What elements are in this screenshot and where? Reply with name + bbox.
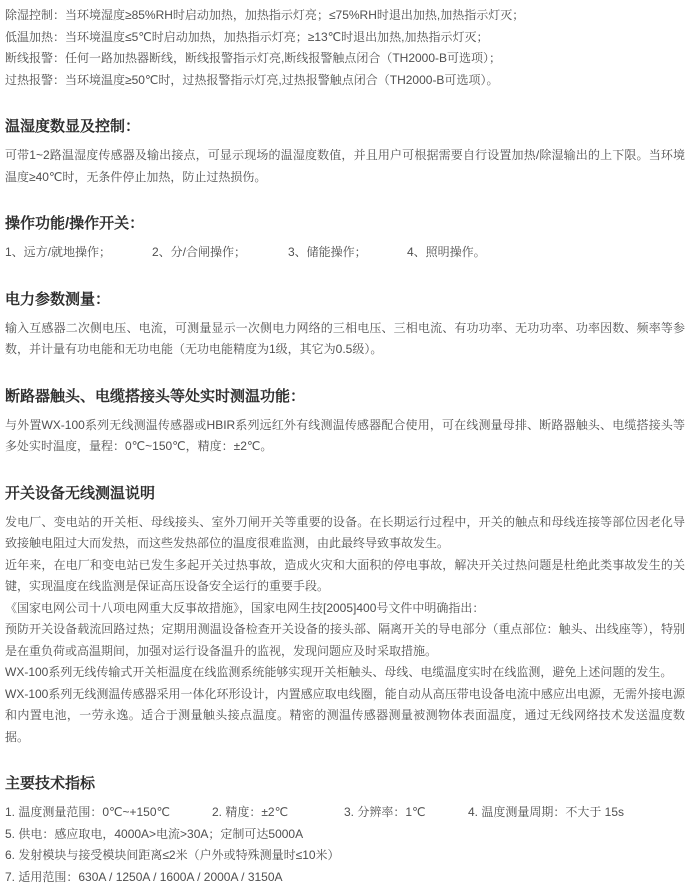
spec-item: 4. 温度测量周期：不大于 15s	[468, 805, 625, 819]
section-technical-specs	[5, 774, 685, 888]
section-heading: 电力参数测量：	[5, 290, 111, 308]
section-paragraph: 近年来，在电厂和变电站已发生多起开关过热事故，造成火灾和大面积的停电事故，解决开关过热问题是杜绝此类事故发生的关键，实现温度在线监测是保证高压设备安全运行的重要手段。	[5, 557, 685, 593]
section-paragraph: 《国家电网公司十八项电网重大反事故措施》，国家电网生技[2005]400号文件中明确指出：	[5, 600, 485, 615]
section-heading: 温湿度数显及控制：	[5, 118, 141, 135]
operation-items-row	[5, 242, 685, 264]
spec-item: 3. 分辨率：1℃	[344, 805, 426, 819]
feature-line-low-temp-heating: 低温加热：当环境温度≤5℃时启动加热，加热指示灯亮；≥13℃时退出加热,加热指示灯灭；	[5, 29, 489, 44]
spec-line: 6. 发射模块与接受模块间距离≤2米（户外或特殊测量时≤10米）	[5, 848, 340, 862]
section-paragraph: 发电厂、变电站的开关柜、母线接头、室外刀闸开关等重要的设备。在长期运行过程中，开关的触点和母线连接等部位因老化导致接触电阻过大而发热，而这些发热部位的温度很难监测，由此最终导致事故发生。	[5, 514, 685, 550]
section-paragraph: 预防开关设备载流回路过热；定期用测温设备检查开关设备的接头部、隔离开关的导电部分（重点部位：触头、出线座等），特别是在重负荷或高温期间，加强对运行设备温升的监视，发现问题应及时采取措施。	[5, 622, 685, 658]
operation-item: 1、远方/就地操作；	[5, 245, 112, 259]
feature-line-dehumidify: 除湿控制：当环境湿度≥85%RH时启动加热，加热指示灯亮；≤75%RH时退出加热,加热指示灯灭；	[5, 8, 525, 22]
section-power-parameters	[5, 290, 685, 361]
section-paragraph: WX-100系列无线测温传感器采用一体化环形设计，内置感应取电线圈，能自动从高压带电设备电流中感应出电源，无需外接电源和内置电池，一劳永逸。适合于测量触头接点温度。精密的测温传感器测量被测物体表面温度，通过无线网络技术发送温度数据。	[5, 686, 685, 744]
spec-item: 1. 温度测量范围：0℃~+150℃	[5, 805, 171, 819]
feature-line-overheat-alarm: 过热报警：当环境温度≥50℃时，过热报警指示灯亮,过热报警触点闭合（TH2000-B可选项）。	[5, 72, 499, 87]
spec-line: 5. 供电：感应取电，4000A>电流>30A；定制可达5000A	[5, 826, 304, 841]
section-paragraph: 可带1~2路温湿度传感器及输出接点，可显示现场的温湿度数值，并且用户可根据需要自行设置加热/除湿输出的上下限。当环境温度≥40℃时，无条件停止加热，防止过热损伤。	[5, 148, 685, 184]
section-heading: 主要技术指标	[5, 775, 96, 792]
spec-items-row	[5, 802, 685, 824]
control-feature-list	[5, 5, 685, 91]
operation-item: 4、照明操作。	[407, 245, 486, 259]
section-operation-functions	[5, 214, 685, 264]
operation-item: 2、分/合闸操作；	[152, 245, 247, 259]
section-paragraph: 与外置WX-100系列无线测温传感器或HBIR系列远红外有线测温传感器配合使用，可在线测量母排、断路器触头、电缆搭接头等多处实时温度，量程：0℃~150℃，精度：±2℃。	[5, 417, 685, 453]
spec-lines	[5, 824, 685, 889]
section-realtime-temperature	[5, 387, 685, 458]
feature-line-wire-break-alarm: 断线报警：任何一路加热器断线，断线报警指示灯亮,断线报警触点闭合（TH2000-B可选项）；	[5, 51, 502, 65]
spec-line: 7. 适用范围：630A / 1250A / 1600A / 2000A / 3150A	[5, 869, 283, 884]
section-heading: 断路器触头、电缆搭接头等处实时测温功能：	[5, 387, 306, 405]
section-heading: 操作功能/操作开关：	[5, 215, 145, 232]
operation-item: 3、储能操作；	[288, 245, 367, 259]
section-paragraph: 输入互感器二次侧电压、电流，可测量显示一次侧电力网络的三相电压、三相电流、有功功率、无功功率、功率因数、频率等参数，并计量有功电能和无功电能（无功电能精度为1级，其它为0.5级）。	[5, 320, 685, 356]
spec-item: 2. 精度：±2℃	[212, 805, 289, 819]
section-paragraph: WX-100系列无线传输式开关柜温度在线监测系统能够实现开关柜触头、母线、电缆温度实时在线监测，避免上述问题的发生。	[5, 665, 673, 679]
section-heading: 开关设备无线测温说明	[5, 484, 156, 502]
section-wireless-measurement-notes	[5, 484, 685, 749]
section-temp-humidity-display	[5, 117, 685, 188]
